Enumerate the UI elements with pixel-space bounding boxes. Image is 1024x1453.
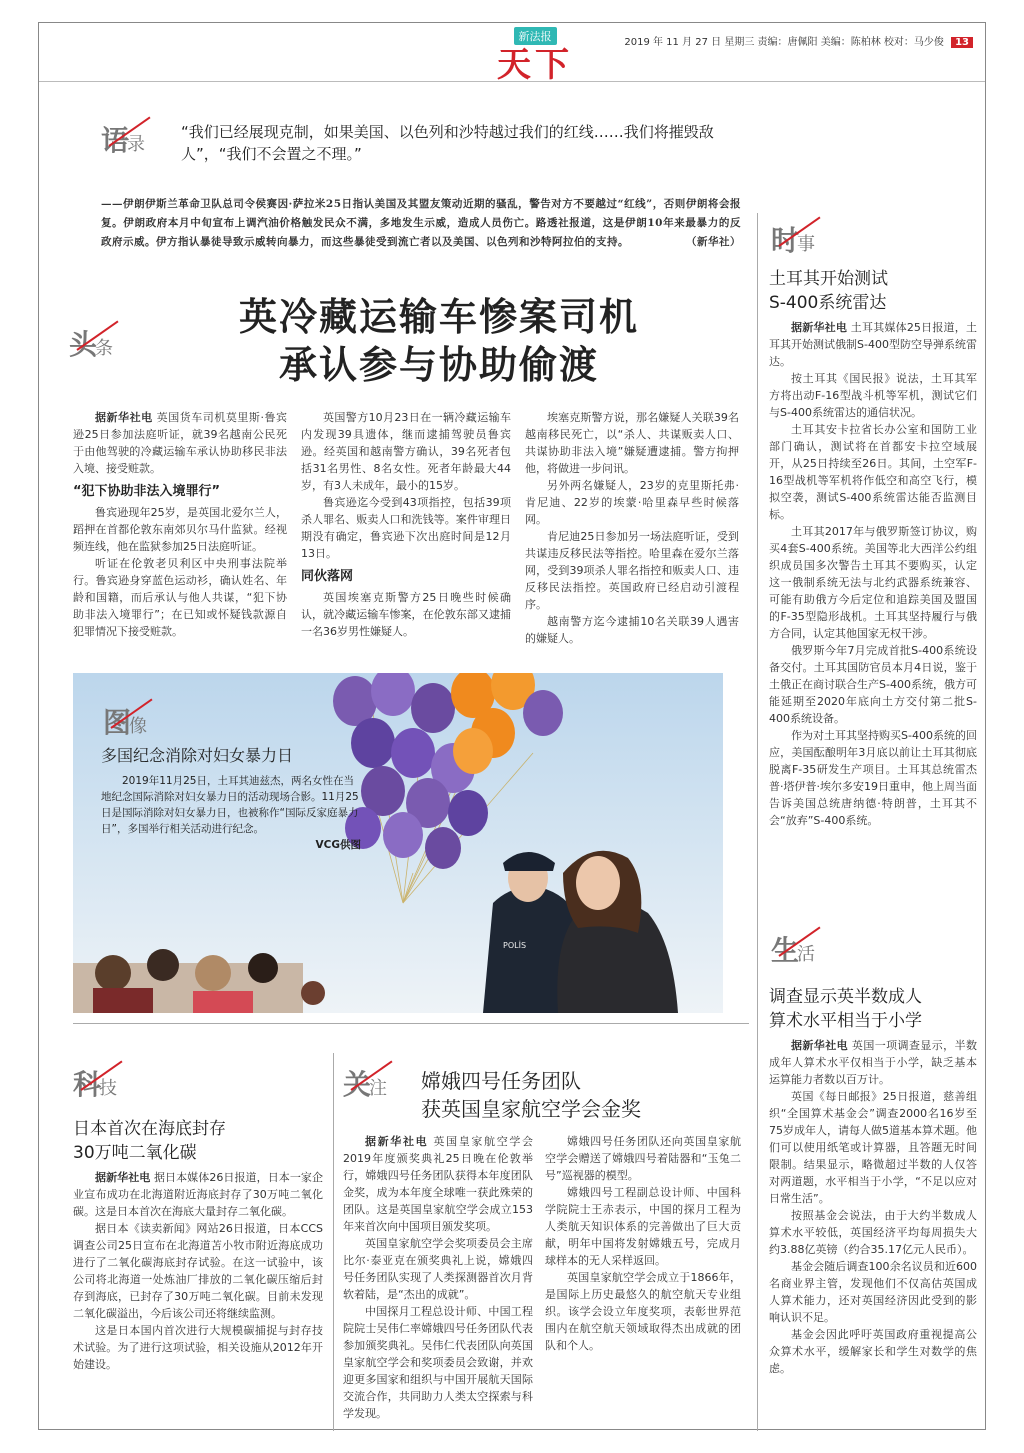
paragraph: 按土耳其《国民报》说法，土耳其军方将出动F-16型战斗机等军机，测试它们与S-400系统雷达的通信状况。	[769, 372, 977, 419]
life-tag	[771, 929, 815, 969]
paragraph: 英国一项调查显示，半数成年人算术水平仅相当于小学，缺乏基本运算能力者数以百万计。	[769, 1039, 977, 1086]
science-headline-line2: 30万吨二氧化碳	[73, 1143, 197, 1163]
paragraph: 基金会随后调查100余名议员和近600名商业界主管，发现他们不仅高估英国成人算术能力，还对英国经济因此受到的影响认识不足。	[769, 1260, 977, 1324]
focus-column-2	[545, 1133, 741, 1354]
science-tag-big: 科	[73, 1068, 102, 1101]
science-headline-line1: 日本首次在海底封存	[73, 1119, 226, 1139]
science-body	[73, 1169, 323, 1373]
paragraph: 作为对土耳其坚持购买S-400系统的回应，美国酝酿明年3月底以前让土耳其彻底脱离F-35研发生产项目。土耳其总统雷杰普·塔伊普·埃尔多安19日重申，他上周当面告诉美国总统唐纳德·特朗普，土耳其不会“放弃”S-400系统。	[769, 729, 977, 827]
focus-tag-small: 注	[369, 1078, 388, 1099]
focus-headline-line1: 嫦娥四号任务团队	[421, 1069, 581, 1093]
paragraph: 英国皇家航空学会2019年度颁奖典礼25日晚在伦敦举行，嫦娥四号任务团队获得本年度团队金奖，成为本年度全球唯一获此殊荣的团队。这是英国皇家航空学会成立153年来首次向中国项目颁发奖项。	[343, 1135, 534, 1233]
science-tag	[73, 1063, 117, 1103]
focus-headline-line2: 获英国皇家航空学会金奖	[421, 1097, 641, 1121]
newspaper-page	[38, 22, 986, 1430]
focus-headline	[421, 1067, 741, 1123]
column-divider	[333, 1053, 334, 1431]
paragraph: 英国警方10月23日在一辆冷藏运输车内发现39具遗体，继而逮捕驾驶员鲁宾逊。经英国和越南警方确认，39名死者包括31名男性、8名女性。死者年龄最大44岁，有3人未成年，最小的15岁。	[301, 411, 511, 492]
paragraph: 据日本媒体26日报道，日本一家企业宣布成功在北海道附近海底封存了30万吨二氧化碳。这是日本首次在海底大量封存二氧化碳。	[73, 1171, 323, 1218]
lead-headline	[129, 293, 749, 389]
dateline: 据新华社电	[95, 1171, 151, 1184]
paragraph: 埃塞克斯警方说，那名嫌疑人关联39名越南移民死亡，以“杀人、共谋贩卖人口、共谋协助非法入境”嫌疑遭逮捕。警方拘押他，将做进一步问讯。	[525, 411, 739, 475]
masthead-logo	[495, 25, 575, 83]
paragraph: 按照基金会说法，由于大约半数成人算术水平较低，英国经济平均每周损失大约3.88亿英镑（约合35.17亿元人民币）。	[769, 1209, 977, 1256]
current-tag	[771, 219, 815, 259]
page-number: 13	[951, 37, 973, 48]
paragraph: 英国货车司机莫里斯·鲁宾逊25日参加法庭听证，就39名越南公民死于由他驾驶的冷藏运输车承认协助移民非法入境、接受赃款。	[73, 411, 288, 475]
lead-headline-line2: 承认参与协助偷渡	[278, 342, 599, 387]
paragraph: 嫦娥四号工程副总设计师、中国科学院院士王赤表示，中国的探月工程为人类航天知识体系的完善做出了巨大贡献，明年中国将发射嫦娥五号，完成月球样本的无人采样返回。	[545, 1186, 741, 1267]
publication-info	[624, 33, 973, 48]
current-tag-small: 事	[797, 234, 816, 255]
quote-credit: （新华社）	[686, 236, 741, 248]
paragraph: 越南警方迄今逮捕10名关联39人遇害的嫌疑人。	[525, 615, 739, 645]
dateline: 据新华社电	[95, 411, 153, 424]
paragraph: 土耳其2017年与俄罗斯签订协议，购买4套S-400系统。美国等北大西洋公约组织成员国多次警告土耳其不要购买，认定这一俄制系统无法与北约武器系统兼容、可能有助俄方今后定位和追踪美国及盟国的F-35型隐形战机。土耳其坚持履行与俄方合同，认定其他国家无权干涉。	[769, 525, 977, 640]
lead-column-3	[525, 409, 739, 647]
dateline: 据新华社电	[365, 1135, 429, 1148]
quote-source-text: ——伊朗伊斯兰革命卫队总司令侯赛因·萨拉米25日指认美国及其盟友策动近期的骚乱，警告对方不要越过“红线”，否则伊朗将会报复。伊朗政府本月中旬宣布上调汽油价格触发民众不满，多地发生示威，造成人员伤亡。路透社报道，这是伊朗10年来最暴力的反政府示威。伊方指认暴徒导致示威转向暴力，而这些暴徒受到流亡者以及美国、以色列和沙特阿拉伯的支持。	[101, 198, 741, 248]
photo-credit: VCG供图	[315, 839, 361, 851]
focus-tag-big: 关	[343, 1068, 372, 1101]
paragraph: 英国皇家航空学会奖项委员会主席比尔·泰亚克在颁奖典礼上说，嫦娥四号任务团队实现了人类探测器首次月背软着陆，是“杰出的成就”。	[343, 1237, 533, 1301]
quote-text: “我们已经展现克制，如果美国、以色列和沙特越过我们的红线……我们将摧毁敌人”，“我们不会置之不理。”	[181, 123, 714, 163]
subheading: 同伙落网	[301, 569, 354, 584]
paragraph: 英国皇家航空学会成立于1866年，是国际上历史最悠久的航空航天专业组织。该学会设立年度奖项，表彰世界范围内在航空航天领域取得杰出成就的团队和个人。	[545, 1271, 741, 1352]
paragraph: 这是日本国内首次进行大规模碳捕捉与封存技术试验。为了进行这项试验，相关设施从2012年开始建设。	[73, 1324, 323, 1371]
paragraph: 基金会因此呼吁英国政府重视提高公众算术水平，缓解家长和学生对数学的焦虑。	[769, 1328, 977, 1375]
paragraph: 英国《每日邮报》25日报道，慈善组织“全国算术基金会”调查2000名16岁至75岁成年人，请每人做5道基本算术题。他们可以使用纸笔或计算器，且答题无时间限制。结果显示，略微超过半数的人仅答对两道题，水平相当于小学，“不足以应对日常生活”。	[769, 1090, 977, 1205]
quote-source	[101, 195, 741, 252]
lead-tag-small: 条	[95, 338, 114, 359]
photo-caption-text: 2019年11月25日，土耳其迪兹杰，两名女性在当地纪念国际消除对妇女暴力日的活动现场合影。11月25日是国际消除对妇女暴力日，也被称作“国际反家庭暴力日”，多国举行相关活动进行纪念。	[101, 775, 359, 835]
masthead-badge: 新法报	[514, 27, 557, 45]
news-photo	[73, 673, 723, 1013]
focus-tag	[343, 1063, 387, 1103]
quote-tag-small: 录	[127, 134, 146, 155]
current-headline-line2: S-400系统雷达	[769, 293, 887, 313]
lead-tag	[69, 323, 113, 363]
vest-text: POLİS	[503, 941, 527, 950]
header-rule	[39, 81, 985, 82]
photo-caption	[101, 773, 361, 853]
paragraph: 听证在伦敦老贝利区中央刑事法院举行。鲁宾逊身穿蓝色运动衫，确认姓名、年龄和国籍，而后承认与他人共谋，“犯下协助非法入境罪行”；在已知或怀疑钱款源自犯罪情况下接受赃款。	[73, 557, 287, 638]
photo-tag	[103, 701, 147, 741]
column-divider	[757, 213, 758, 1431]
life-tag-big: 生	[771, 934, 800, 967]
paragraph: 鲁宾逊现年25岁，是英国北爱尔兰人，蹈押在首都伦敦东南郊贝尔马什监狱。经视频连线，他在监狱参加25日法庭听证。	[73, 506, 287, 553]
paragraph: 土耳其媒体25日报道，土耳其开始测试俄制S-400型防空导弹系统雷达。	[769, 321, 977, 368]
paragraph: 肯尼迪25日参加另一场法庭听证，受到共谋违反移民法等指控。哈里森在爱尔兰落网，受到39项杀人罪名指控和贩卖人口、违反移民法指控。英国政府已经启动引渡程序。	[525, 530, 739, 611]
paragraph: 据日本《读卖新闻》网站26日报道，日本CCS调查公司25日宣布在北海道苫小牧市附近海底成功进行了二氧化碳海底封存试验。在这一试验中，该公司将北海道一处炼油厂排放的二氧化碳压缩后封存到海底，已封存了30万吨二氧化碳。目前未发现二氧化碳溢出，今后该公司还将继续监测。	[73, 1222, 323, 1320]
current-tag-big: 时	[771, 224, 800, 257]
paragraph: 另外两名嫌疑人，23岁的克里斯托弗·肯尼迪、22岁的埃蒙·哈里森早些时候落网。	[525, 479, 739, 526]
dateline: 据新华社电	[791, 321, 848, 334]
paragraph: 土耳其安卡拉省长办公室和国防工业部门确认，测试将在首都安卡拉空域展开，从25日持续至26日。其间，土空军F-16型战机等军机将作低空和高空飞行，模拟空袭，测试S-400系统雷达能否监测目标。	[769, 423, 977, 521]
subheading: “犯下协助非法入境罪行”	[73, 484, 221, 499]
life-body	[769, 1037, 977, 1377]
crowd	[73, 949, 325, 1013]
paragraph: 俄罗斯今年7月完成首批S-400系统设备交付。土耳其国防官员本月4日说，鉴于土俄正在商讨联合生产S-400系统，俄方可能延期至2020年底向土方交付第二批S-400系统设备。	[769, 644, 977, 725]
current-headline	[769, 267, 977, 315]
science-tag-small: 技	[99, 1078, 118, 1099]
paragraph: 鲁宾逊迄今受到43项指控，包括39项杀人罪名、贩卖人口和洗钱等。案件审理日期没有确定，鲁宾逊下次出庭时间是12月13日。	[301, 496, 511, 560]
life-tag-small: 活	[797, 944, 816, 965]
life-headline	[769, 985, 977, 1033]
photo-tag-big: 图	[103, 706, 132, 739]
quote-tag	[101, 119, 145, 159]
dateline: 据新华社电	[791, 1039, 849, 1052]
science-headline	[73, 1117, 333, 1165]
photo-title: 多国纪念消除对妇女暴力日	[101, 746, 294, 765]
section-rule	[73, 1023, 749, 1024]
paragraph: 英国埃塞克斯警方25日晚些时候确认，就冷藏运输车惨案，在伦敦东部又逮捕一名36岁男性嫌疑人。	[301, 591, 511, 638]
photo-tag-small: 像	[129, 716, 148, 737]
focus-column-1	[343, 1133, 533, 1422]
lead-headline-line1: 英冷藏运输车惨案司机	[238, 294, 639, 339]
life-headline-line2: 算术水平相当于小学	[769, 1011, 922, 1031]
date-line: 2019 年 11 月 27 日 星期三 责编：唐佩阳 美编：陈柏林 校对：马少俊	[624, 37, 944, 48]
paragraph: 中国探月工程总设计师、中国工程院院士吴伟仁率嫦娥四号任务团队代表参加颁奖典礼。吴伟仁代表团队向英国皇家航空学会和奖项委员会致谢，并欢迎更多国家和组织与中国开展航天国际交流合作，共同助力人类太空探索与科学发现。	[343, 1305, 533, 1420]
lead-tag-big: 头	[69, 328, 98, 361]
life-headline-line1: 调查显示英半数成人	[769, 987, 922, 1007]
current-body	[769, 319, 977, 829]
lead-column-2	[301, 409, 511, 640]
paragraph: 嫦娥四号任务团队还向英国皇家航空学会赠送了嫦娥四号着陆器和“玉兔二号”巡视器的模型。	[545, 1135, 741, 1182]
lead-column-1	[73, 409, 287, 640]
two-women	[483, 851, 678, 1013]
section-title: 天下	[497, 45, 573, 85]
current-headline-line1: 土耳其开始测试	[769, 269, 888, 289]
quote-tag-big: 语	[101, 124, 130, 157]
